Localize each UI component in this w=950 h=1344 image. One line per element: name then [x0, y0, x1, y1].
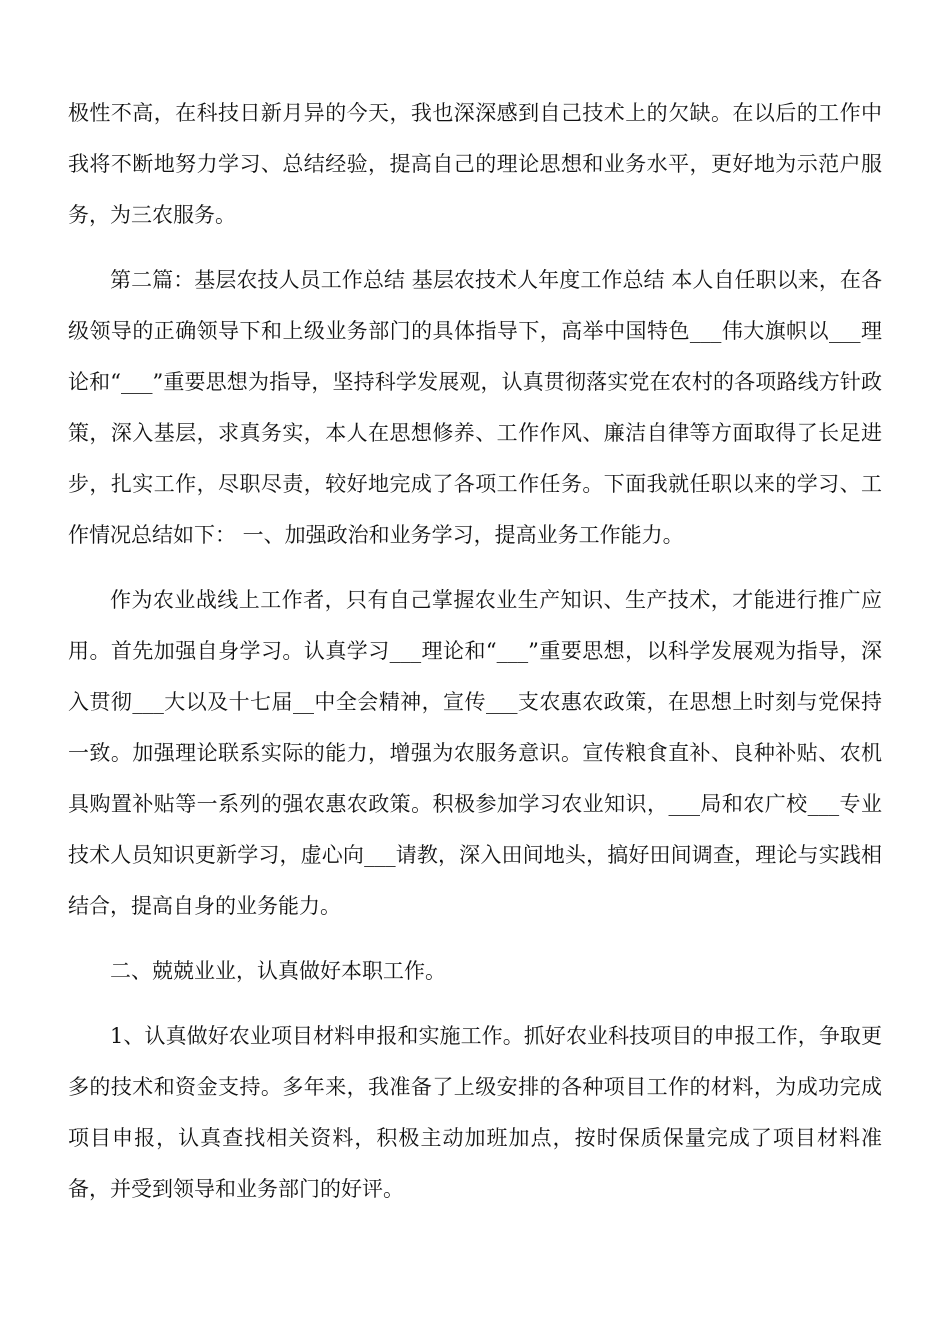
paragraph-2: 第二篇：基层农技人员工作总结 基层农技术人年度工作总结 本人自任职以来，在各级领导的正确领导下和上级业务部门的具体指导下，高举中国特色___伟大旗帜以___理论和“___”重要思想为指导，坚持科学发展观，认真贯彻落实党在农村的各项路线方针政策，深入基层，求真务实，本人在思想修养、工作作风、廉洁自律等方面取得了长足进步，扎实工作，尽职尽责，较好地完成了各项工作任务。下面我就任职以来的学习、工作情况总结如下： 一、加强政治和业务学习，提高业务工作能力。 [68, 268, 882, 547]
paragraph-3: 作为农业战线上工作者，只有自己掌握农业生产知识、生产技术，才能进行推广应用。首先加强自身学习。认真学习___理论和“___”重要思想，以科学发展观为指导，深入贯彻___大以及十七届__中全会精神，宣传___支农惠农政策，在思想上时刻与党保持一致。加强理论联系实际的能力，增强为农服务意识。宣传粮食直补、良种补贴、农机具购置补贴等一系列的强农惠农政策。积极参加学习农业知识，___局和农广校___专业技术人员知识更新学习，虚心向___请教，深入田间地头，搞好田间调查，理论与实践相结合，提高自身的业务能力。 [68, 588, 882, 918]
paragraph-1: 极性不高，在科技日新月异的今天，我也深深感到自己技术上的欠缺。在以后的工作中我将不断地努力学习、总结经验，提高自己的理论思想和业务水平，更好地为示范户服务，为三农服务。 [68, 101, 882, 227]
document-body [68, 88, 882, 1229]
paragraph-5: 1、认真做好农业项目材料申报和实施工作。抓好农业科技项目的申报工作，争取更多的技术和资金支持。多年来，我准备了上级安排的各种项目工作的材料，为成功完成项目申报，认真查找相关资料，积极主动加班加点，按时保质保量完成了项目材料准备，并受到领导和业务部门的好评。 [68, 1024, 882, 1201]
paragraph-4: 二、兢兢业业，认真做好本职工作。 [110, 959, 446, 983]
